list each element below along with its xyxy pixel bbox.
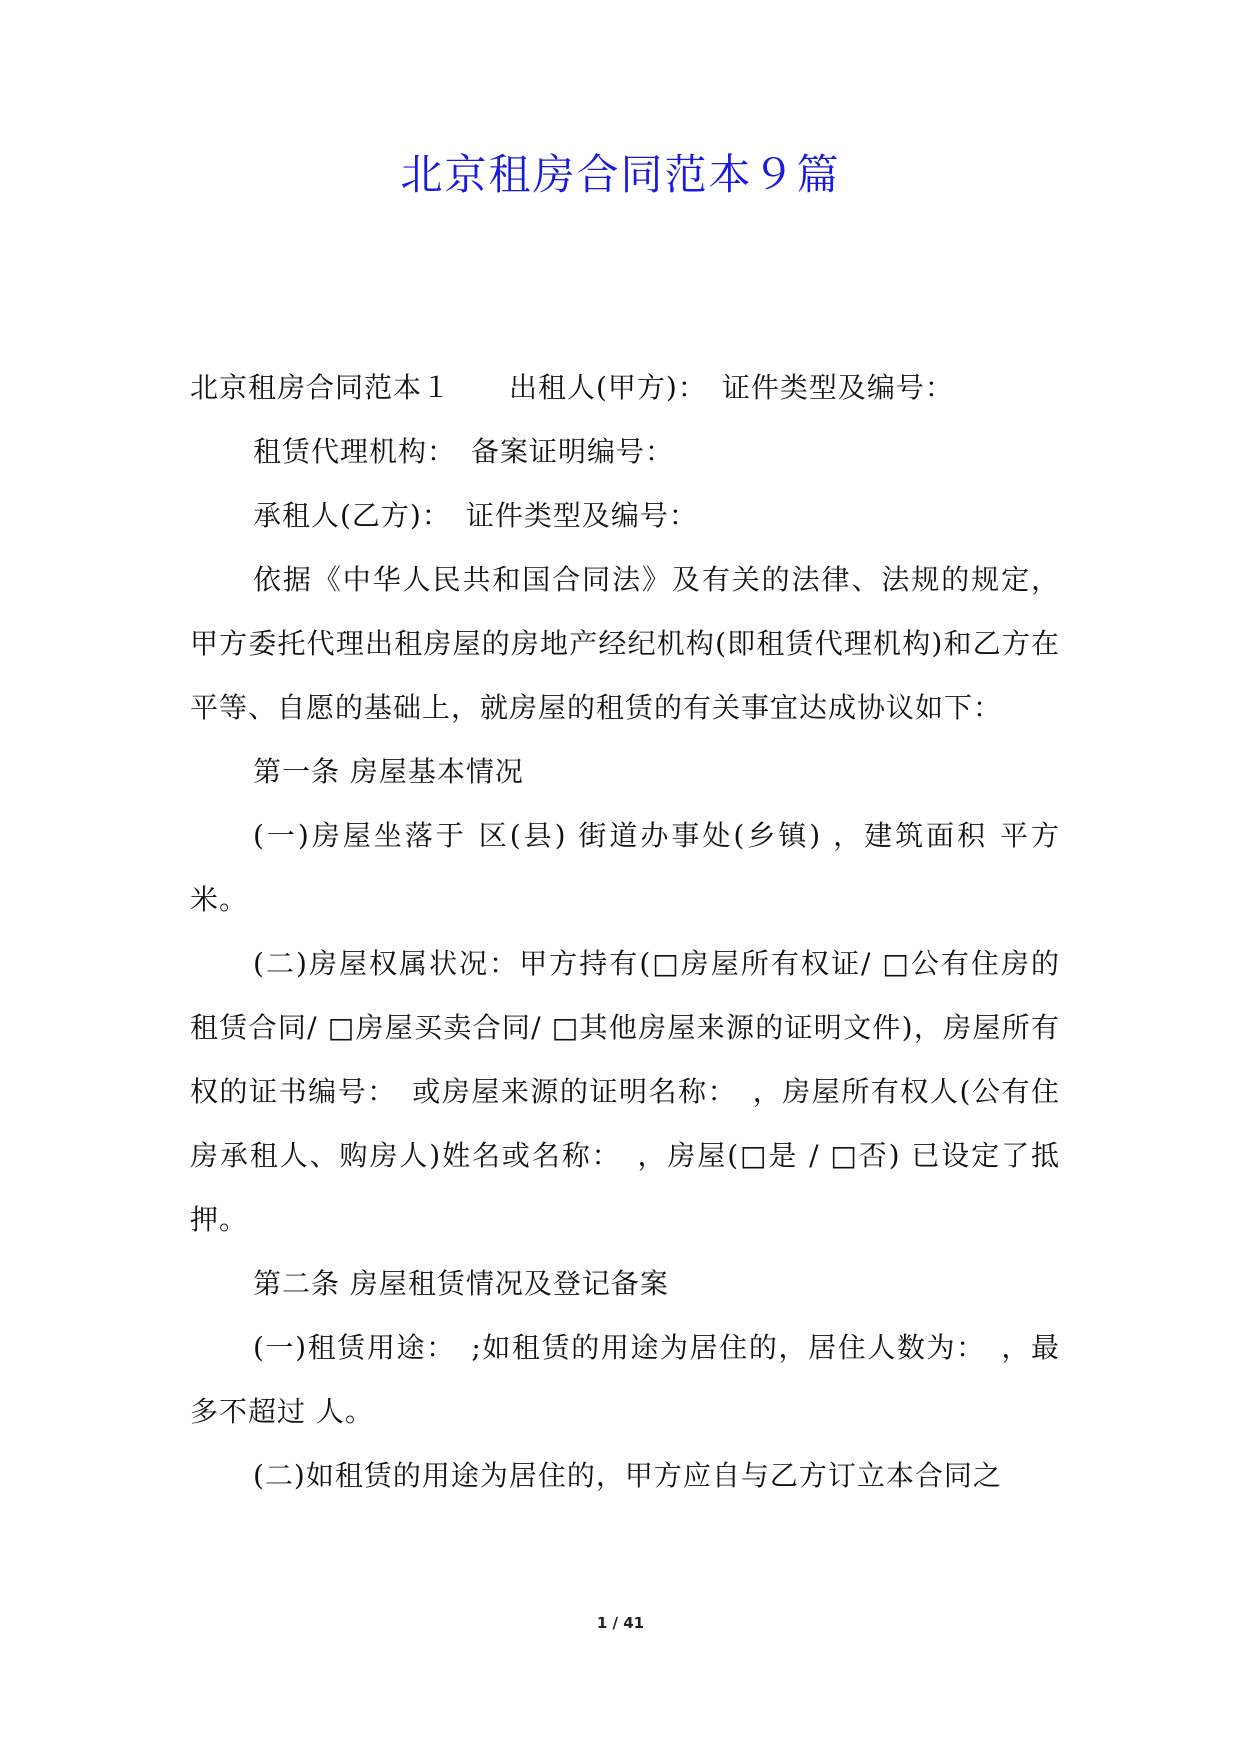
article-2-clause-1: (一)租赁用途： ;如租赁的用途为居住的，居住人数为： ，最多不超过 人。	[190, 1331, 1060, 1428]
page-number: 1 / 41	[596, 1614, 645, 1632]
contract-header-parties: 北京租房合同范本１ 出租人(甲方)： 证件类型及编号：	[190, 371, 954, 404]
article-2-heading: 第二条 房屋租赁情况及登记备案	[253, 1267, 669, 1300]
lessee-line: 承租人(乙方)： 证件类型及编号：	[253, 499, 698, 532]
agency-line: 租赁代理机构： 备案证明编号：	[253, 435, 675, 468]
document-title: 北京租房合同范本９篇	[400, 150, 841, 199]
article-1-clause-2: (二)房屋权属状况：甲方持有(□房屋所有权证/ □公有住房的租赁合同/ □房屋买卖合同/ □其他房屋来源的证明文件)，房屋所有权的证书编号： 或房屋来源的证明名称： ，房屋所有权人(公有住房承租人、购房人)姓名或名称： ，房屋(□是 / □否) 已设定了抵押。	[190, 947, 1060, 1236]
article-1-heading: 第一条 房屋基本情况	[253, 755, 524, 788]
document-body	[190, 356, 1060, 1508]
article-2-clause-2: (二)如租赁的用途为居住的，甲方应自与乙方订立本合同之	[253, 1459, 1002, 1492]
article-1-clause-1: (一)房屋坐落于 区(县) 街道办事处(乡镇) ，建筑面积 平方米。	[190, 819, 1060, 916]
preamble-paragraph: 依据《中华人民共和国合同法》及有关的法律、法规的规定，甲方委托代理出租房屋的房地产经纪机构(即租赁代理机构)和乙方在平等、自愿的基础上，就房屋的租赁的有关事宜达成协议如下：	[190, 563, 1060, 724]
